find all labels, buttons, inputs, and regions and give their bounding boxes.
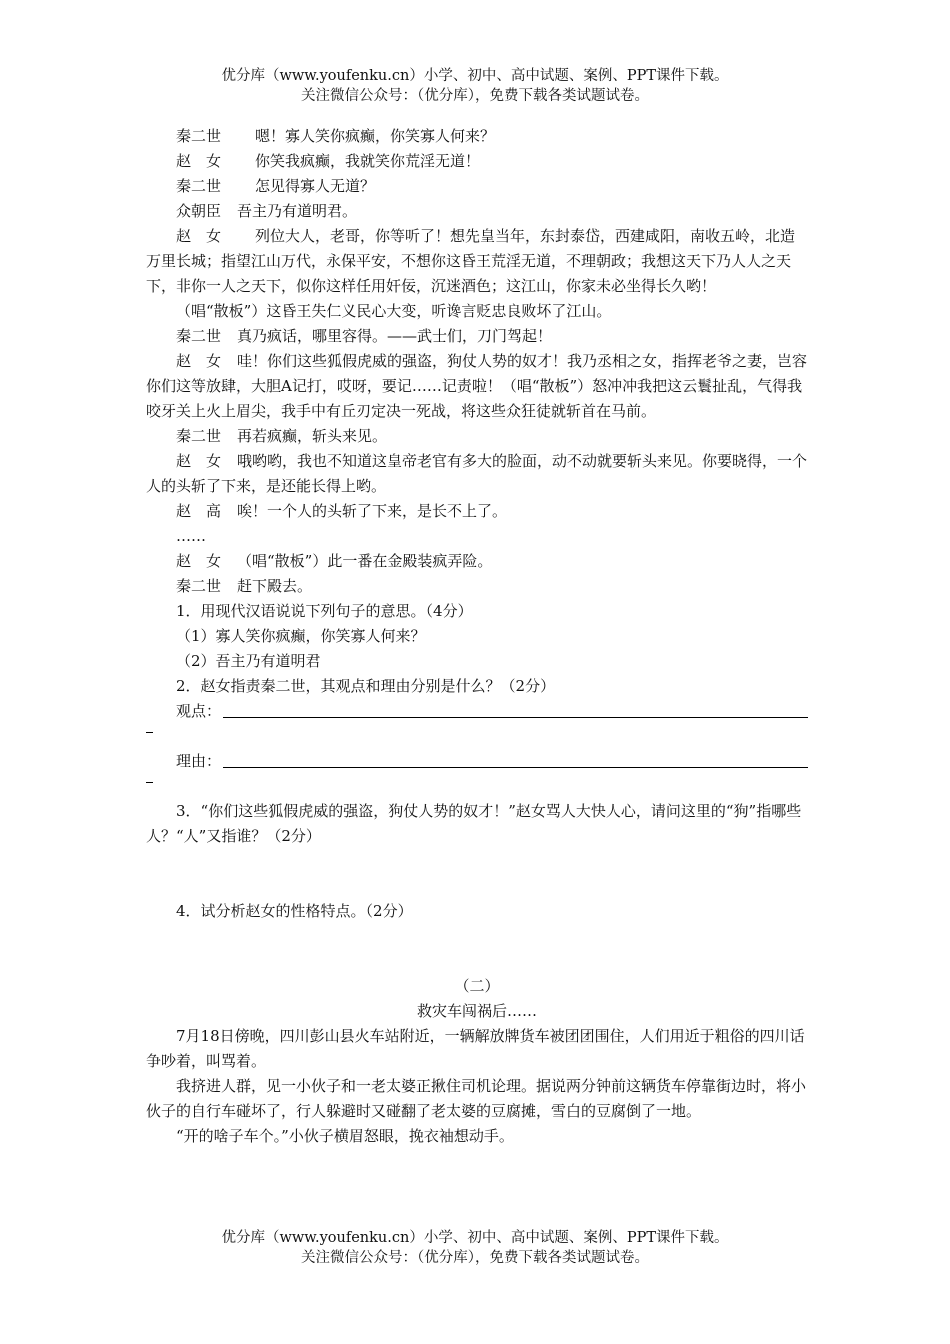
view-label: 观点：: [176, 702, 222, 720]
page-footer: [0, 1228, 950, 1268]
view-underline[interactable]: [223, 703, 808, 718]
footer-line-1: 优分库（www.youfenku.cn）小学、初中、高中试题、案例、PPT课件下载。: [221, 1230, 729, 1246]
article-paragraph: 7月18日傍晚，四川彭山县火车站附近，一辆解放牌货车被团团围住，人们用近于粗俗的四川话争吵着，叫骂着。: [146, 1027, 805, 1070]
document-body: [146, 124, 808, 1149]
question-1-part-2: （2）吾主乃有道明君: [176, 652, 321, 670]
song-line: （唱“散板”）这昏王失仁义民心大变，听谗言贬忠良败坏了江山。: [176, 302, 612, 320]
script-line: 赵 女 列位大人，老哥，你等听了！想先皇当年，东封泰岱，西建咸阳，南收五岭，北造万里长城；指望江山万代，永保平安，不想你这昏王荒淫无道，不理朝政；我想这天下乃人人之天下，非你一人之天下，似你这样任用奸佞，沉迷酒色；这江山，你家未必坐得长久哟！: [146, 227, 796, 295]
answer-space: [146, 849, 808, 899]
underline-overflow: [146, 724, 808, 749]
question-3: 3．“你们这些狐假虎威的强盗，狗仗人势的奴才！”赵女骂人大快人心，请问这里的“狗”指哪些人？“人”又指谁？（2分）: [146, 802, 802, 845]
header-line-1: 优分库（www.youfenku.cn）小学、初中、高中试题、案例、PPT课件下载。: [221, 68, 729, 84]
section-number: （二）: [454, 977, 500, 995]
article-title: 救灾车闯祸后……: [416, 1002, 537, 1020]
script-line: 秦二世 怎见得寡人无道？: [176, 177, 376, 195]
script-line: 赵 女 哇！你们这些狐假虎威的强盗，狗仗人势的奴才！我乃丞相之女，指挥老爷之妻，岂容你们这等放肆，大胆A记打，哎呀，要记……记责啦！（唱“散板”）怒冲冲我把这云鬟扯乱，气得我咬牙关上火上眉尖，我手中有丘刃定决一死战，将这些众狂徒就斩首在马前。: [146, 352, 808, 420]
script-line: 赵 女 哦哟哟，我也不知道这皇帝老官有多大的脸面，动不动就要斩头来见。你要晓得，一个人的头斩了下来，是还能长得上哟。: [146, 452, 808, 495]
script-line: 秦二世 嗯！寡人笑你疯癫，你笑寡人何来？: [176, 127, 496, 145]
reason-answer-line[interactable]: [146, 749, 808, 774]
script-line: 秦二世 赶下殿去。: [176, 577, 313, 595]
script-line: 秦二世 真乃疯话，哪里容得。——武士们，刀门驾起！: [176, 327, 553, 345]
script-line: 众朝臣 吾主乃有道明君。: [176, 202, 358, 220]
ellipsis-line: ……: [176, 527, 206, 545]
page-header: [0, 66, 950, 106]
answer-space: [146, 924, 808, 974]
underline-overflow: [146, 774, 808, 799]
script-line: 赵 女 （唱“散板”）此一番在金殿装疯弄险。: [176, 552, 493, 570]
reason-underline[interactable]: [223, 753, 808, 768]
script-line: 秦二世 再若疯癫，斩头来见。: [176, 427, 388, 445]
footer-line-2: 关注微信公众号：（优分库），免费下载各类试题试卷。: [301, 1250, 649, 1266]
script-line: 赵 高 唉！一个人的头斩了下来，是长不上了。: [176, 502, 508, 520]
question-4: 4．试分析赵女的性格特点。（2分）: [176, 902, 413, 920]
view-answer-line[interactable]: [146, 699, 808, 724]
reason-label: 理由：: [176, 752, 222, 770]
script-line: 赵 女 你笑我疯癫，我就笑你荒淫无道！: [176, 152, 481, 170]
question-1-part-1: （1）寡人笑你疯癫，你笑寡人何来？: [176, 627, 426, 645]
article-paragraph: 我挤进人群，见一小伙子和一老太婆正揪住司机论理。据说两分钟前这辆货车停靠街边时，将小伙子的自行车碰坏了，行人躲避时又碰翻了老太婆的豆腐摊，雪白的豆腐倒了一地。: [146, 1077, 807, 1120]
question-1: 1．用现代汉语说说下列句子的意思。（4分）: [176, 602, 473, 620]
article-paragraph: “开的啥子车个。”小伙子横眉怒眼，挽衣袖想动手。: [176, 1127, 514, 1145]
question-2: 2．赵女指责秦二世，其观点和理由分别是什么？（2分）: [176, 677, 556, 695]
header-line-2: 关注微信公众号：（优分库），免费下载各类试题试卷。: [301, 88, 649, 104]
